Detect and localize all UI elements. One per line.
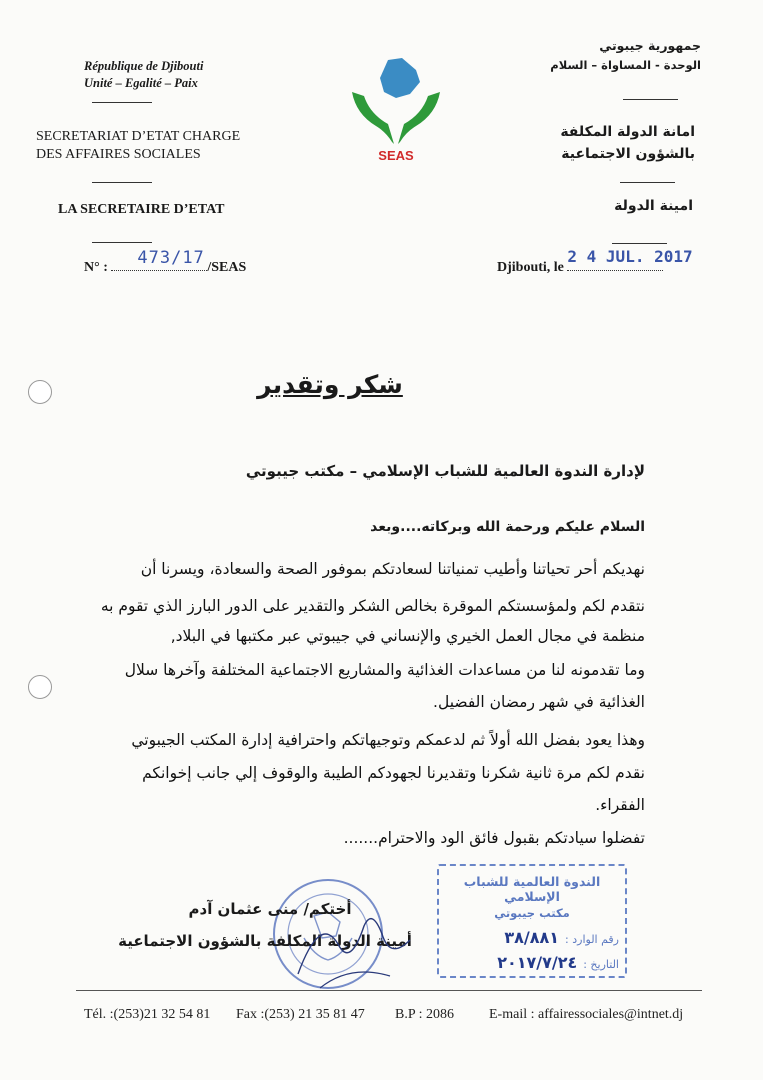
body-line-6: وهذا يعود بفضل الله أولاً ثم لدعمكم وتوجيهاتكم واحترافية إدارة المكتب الجيبوتي	[131, 731, 645, 749]
republic-ar: جمهورية جيبوتي	[599, 38, 701, 53]
footer-email: E-mail : affairessociales@intnet.dj	[489, 1007, 684, 1022]
date-field	[567, 247, 693, 271]
divider	[92, 182, 152, 183]
footer-tel: Tél. :(253)21 32 54 81	[84, 1007, 211, 1022]
ministry-ar-line1: امانة الدولة المكلفة	[560, 124, 695, 140]
date-stamp: 2 4 JUL. 2017	[567, 247, 693, 266]
reference-line	[84, 248, 247, 276]
ref-suffix: /SEAS	[207, 260, 247, 275]
date-line	[497, 247, 693, 276]
ministry-fr-line1: SECRETARIAT D’ETAT CHARGE	[36, 129, 241, 144]
divider	[92, 102, 152, 103]
office-ar: امينة الدولة	[614, 198, 693, 214]
republic-fr: République de Djibouti	[84, 59, 204, 73]
stamp-org: الندوة العالمية للشباب الإسلامي	[463, 874, 601, 904]
body-line-8: الفقراء.	[595, 796, 645, 814]
body-line-3: منظمة في مجال العمل الخيري والإنساني في جيبوتي عبر مكتبها في البلاد,	[170, 627, 645, 645]
signatory-title: أمينة الدولة المكلفة بالشؤون الاجتماعية	[118, 932, 412, 950]
ref-label: N° :	[84, 260, 108, 275]
signature-icon	[290, 904, 420, 994]
ref-field	[111, 248, 207, 271]
greeting: السلام عليكم ورحمة الله وبركاته....وبعد	[370, 519, 645, 535]
divider	[620, 182, 675, 183]
divider	[623, 99, 678, 100]
motto-ar: الوحدة - المساواة – السلام	[550, 58, 701, 72]
stamp-number-row	[445, 928, 619, 947]
stamp-date-label: التاريخ :	[583, 958, 619, 971]
ministry-ar-line2: بالشؤون الاجتماعية	[561, 146, 695, 162]
body-line-2: نتقدم لكم ولمؤسستكم الموقرة بخالص الشكر والتقدير على الدور البارز الذي تقوم به	[100, 597, 645, 615]
seas-logo	[348, 52, 444, 163]
closing-sender: أختكم/ منى عثمان آدم	[188, 900, 352, 918]
office-fr: LA SECRETAIRE D’ETAT	[58, 202, 225, 217]
footer-bp: B.P : 2086	[395, 1007, 454, 1022]
body-line-9: تفضلوا سيادتكم بقبول فائق الود والاحترام.......	[343, 829, 645, 847]
stamp-date-value: ٢٠١٧/٧/٢٤	[497, 953, 578, 972]
hands-emblem-icon	[348, 52, 444, 148]
divider	[612, 243, 667, 244]
body-line-1: نهديكم أحر تحياتنا وأطيب تمنياتنا لسعادتكم بموفور الصحة والسعادة، ويسرنا أن	[140, 560, 645, 578]
motto-fr: Unité – Egalité – Paix	[84, 76, 198, 90]
footer-fax: Fax :(253) 21 35 81 47	[236, 1007, 365, 1022]
letter-title: شكر وتقدير	[257, 370, 403, 399]
body-line-4: وما تقدمونه لنا من مساعدات الغذائية والمشاريع الاجتماعية المختلفة وآخرها سلال	[124, 661, 645, 679]
stamp-number-label: رقم الوارد :	[565, 933, 619, 946]
stamp-date-row	[445, 953, 619, 972]
stamp-number-value: ٣٨/٨٨١	[504, 928, 560, 947]
logo-text: SEAS	[378, 148, 414, 163]
date-label: Djibouti, le	[497, 260, 564, 275]
received-stamp	[437, 864, 627, 978]
body-line-7: نقدم لكم مرة ثانية شكرنا وتقديرنا لجهودكم الطيبة والوقوف إلي جانب إخوانكم	[142, 764, 645, 782]
divider	[92, 242, 152, 243]
ministry-fr-line2: DES AFFAIRES SOCIALES	[36, 147, 201, 162]
footer-divider	[76, 990, 702, 991]
recipient: لإدارة الندوة العالمية للشباب الإسلامي – مكتب جيبوتي	[245, 462, 645, 480]
stamp-office: مكتب جيبوتي	[494, 906, 570, 920]
punch-hole-top	[28, 380, 52, 404]
ref-number: 473/17	[137, 248, 205, 268]
body-line-5: الغذائية في شهر رمضان الفضيل.	[433, 693, 645, 711]
